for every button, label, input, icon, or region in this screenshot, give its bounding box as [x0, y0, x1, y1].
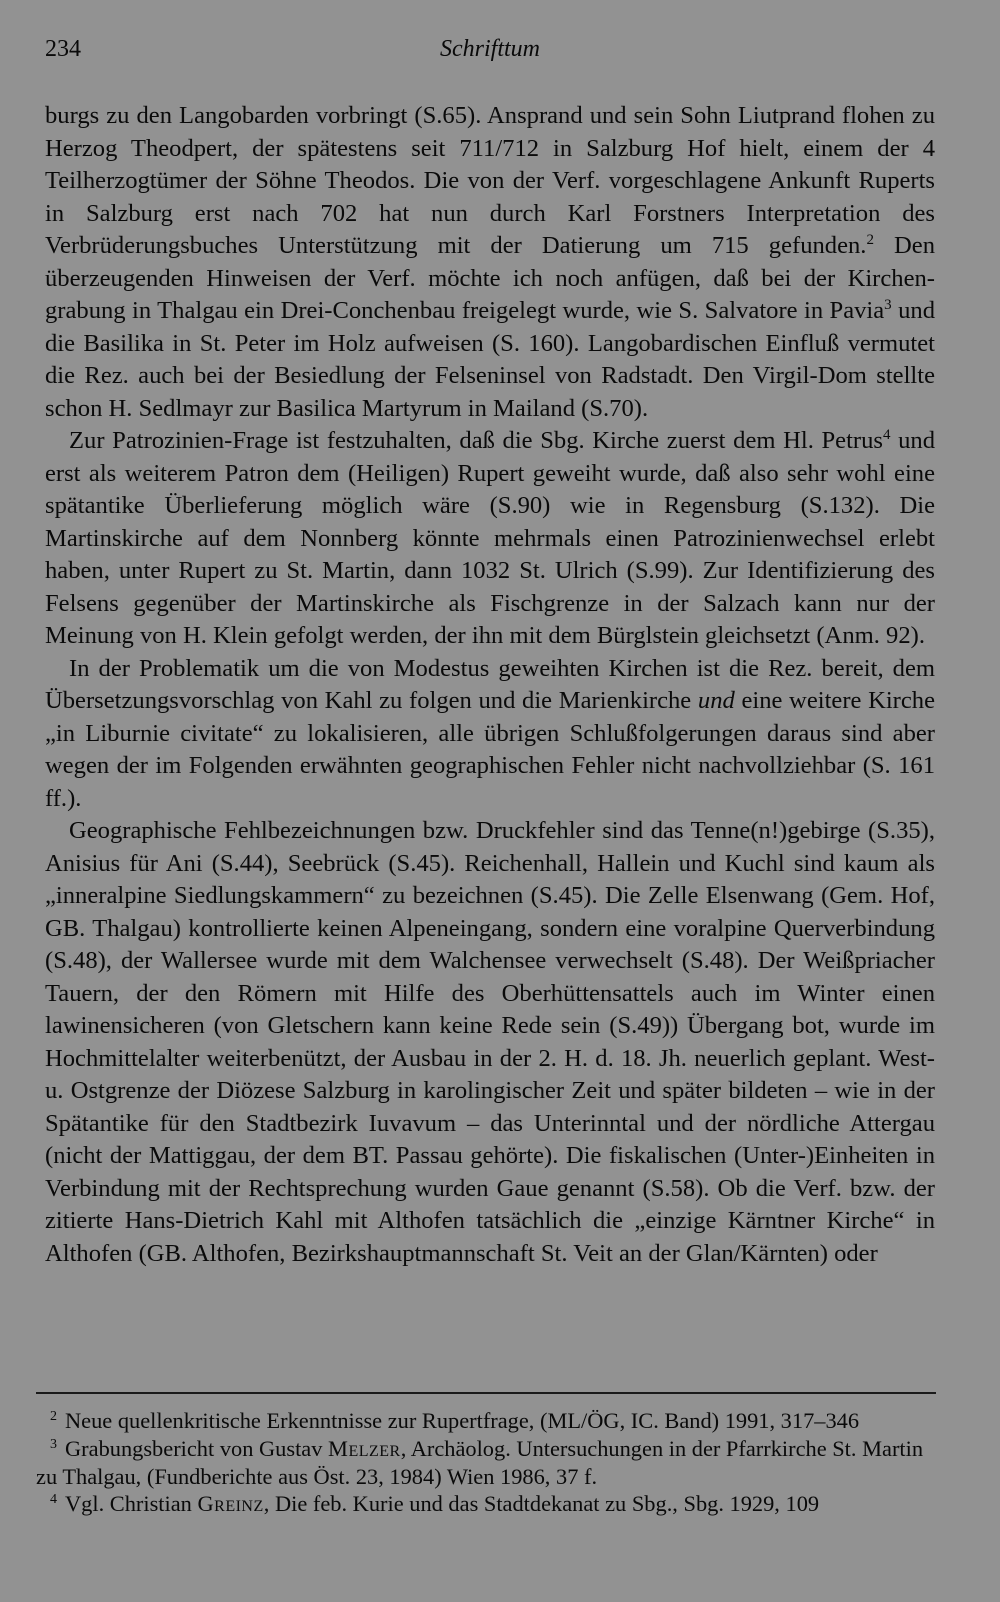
author-name-smallcaps: Greinz	[197, 1491, 264, 1517]
footnote-reference[interactable]: 4	[882, 427, 891, 443]
paragraph: In der Problematik um die von Modestus geweihten Kirchen ist die Rez. bereit, dem Übersetzungsvorschlag von Kahl zu folgen und die Marienkirche und eine weitere Kirche „in Liburnie civitate“ zu lokalisieren, alle übrigen Schlußfolgerungen daraus sind aber wegen der im Folgenden erwähnten geographischen Fehler nicht nachvollziehbar (S. 161 ff.).	[45, 654, 935, 812]
paragraph: Zur Patrozinien-Frage ist festzuhalten, daß die Sbg. Kirche zuerst dem Hl. Petrus$^4$ und erst als weiterem Patron dem (Heiligen) Rupert geweiht wurde, daß also sehr wohl eine spätantike Überlieferung möglich wäre (S.90) wie in Regensburg (S.132). Die Martinskirche auf dem Nonnberg könnte mehrmals einen Patrozinienwechsel erlebt haben, unter Rupert zu St. Martin, dann 1032 St. Ulrich (S.99). Zur Identifizierung des Felsens gegenüber der Martinskirche als Fischgrenze in der Salzach kann nur der Meinung von H. Klein gefolgt werden, der ihn mit dem Bürglstein gleichsetzt (Anm. 92).	[45, 427, 935, 649]
footnote-mark: 2	[50, 1409, 57, 1424]
body-text	[45, 100, 935, 1270]
footnote-divider	[36, 1392, 936, 1394]
footnote: $^3$ Grabungsbericht von Gustav Melzer, Archäolog. Untersuchungen in der Pfarrkirche St. Martin zu Thalgau, (Fundberichte aus Öst. 23, 1984) Wien 1986, 37 f.	[36, 1435, 924, 1489]
footnote-reference[interactable]: 3	[884, 297, 892, 313]
italic-text: und	[697, 687, 735, 714]
running-head: Schrifttum	[440, 36, 540, 62]
footnotes	[36, 1407, 936, 1518]
paragraph: burgs zu den Langobarden vorbringt (S.65). Ansprand und sein Sohn Liutprand flohen zu Herzog Theodpert, der spätestens seit 711/712 in Salzburg Hof hielt, einem der 4 Teilherzogtümer der Söhne Theodos. Die von der Verf. vorgeschlagene Ankunft Ruperts in Salzburg erst nach 702 hat nun durch Karl Forstners Interpretation des Verbrüderungsbuches Unterstützung mit der Datierung um 715 gefunden.$^2$ Den überzeugenden Hinweisen der Verf. möchte ich noch anfügen, daß bei der Kirchengrabung in Thalgau ein Drei-Conchenbau freigelegt wurde, wie S. Salvatore in Pavia$^3$ und die Basilika in St. Peter im Holz aufweisen (S. 160). Langobardischen Einfluß vermutet die Rez. auch bei der Besiedlung der Felseninsel von Radstadt. Den Virgil-Dom stellte schon H. Sedlmayr zur Basilica Martyrum in Mailand (S.70).	[45, 102, 936, 422]
footnote: $^4$ Vgl. Christian Greinz, Die feb. Kurie und das Stadtdekanat zu Sbg., Sbg. 1929, 109	[50, 1491, 820, 1517]
footnote-mark: 3	[50, 1436, 57, 1452]
paragraph: Geographische Fehlbezeichnungen bzw. Druckfehler sind das Tenne(n!)gebirge (S.35), Anisius für Ani (S.44), Seebrück (S.45). Reichenhall, Hallein und Kuchl sind kaum als „inneralpine Siedlungskammern“ zu bezeichnen (S.45). Die Zelle Elsenwang (Gem. Hof, GB. Thalgau) kontrollierte keinen Alpeneingang, sondern eine voralpine Querverbindung (S.48), der Wallersee wurde mit dem Walchensee verwechselt (S.48). Der Weißpriacher Tauern, der den Römern mit Hilfe des Oberhüttensattels auch im Winter einen lawinensicheren (von Gletschern kann keine Rede sein (S.49)) Übergang bot, wurde im Hochmittelalter weiterbenützt, der Ausbau in der 2. H. d. 18. Jh. neuerlich geplant. West- u. Ostgrenze der Diözese Salzburg in karolingischer Zeit und später bildeten – wie in der Spätantike für den Stadtbezirk Iuvavum – das Unterinntal und der nördliche Attergau (nicht der Mattiggau, der dem BT. Passau gehörte). Die fiskalischen (Unter-)Einheiten in Verbindung mit der Rechtsprechung wurden Gaue genannt (S.58). Ob die Verf. bzw. der zitierte Hans-Dietrich Kahl mit Althofen tatsächlich die „einzige Kärntner Kirche“ in Althofen (GB. Althofen, Bezirkshauptmannschaft St. Veit an der Glan/Kärnten) oder	[45, 817, 935, 1267]
footnote-mark: 4	[50, 1492, 57, 1508]
page-number: 234	[45, 36, 81, 62]
author-name-smallcaps: Melzer	[328, 1435, 401, 1461]
page-header	[45, 36, 935, 72]
footnote: $^2$ Neue quellenkritische Erkenntnisse zur Rupertfrage, (ML/ÖG, IC. Band) 1991, 317–346	[50, 1408, 860, 1433]
footnote-reference[interactable]: 2	[866, 232, 874, 248]
